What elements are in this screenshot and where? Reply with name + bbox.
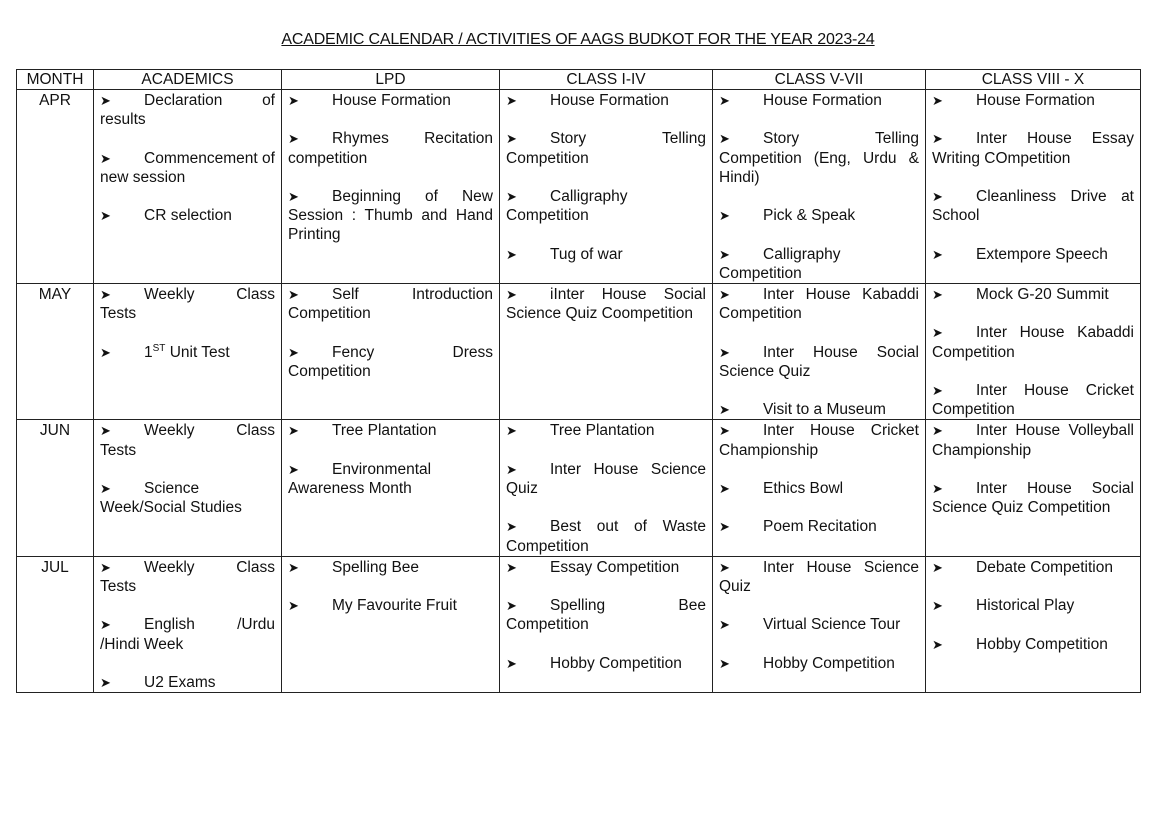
arrowhead-bullet-icon: ➤ [932, 131, 943, 147]
month-cell [17, 283, 94, 419]
activity-text: Science Week/Social Studies [100, 479, 242, 517]
activity-item [506, 285, 706, 323]
activity-text: Weekly Class Tests [100, 285, 275, 323]
activity-item [288, 460, 493, 498]
activity-item [506, 654, 706, 673]
arrowhead-bullet-icon: ➤ [100, 674, 111, 690]
arrowhead-bullet-icon: ➤ [506, 188, 517, 204]
arrowhead-bullet-icon: ➤ [100, 93, 111, 108]
arrowhead-bullet-icon: ➤ [288, 188, 299, 204]
activity-item [100, 285, 275, 323]
activity-text: Inter House Kabaddi Competition [932, 324, 1134, 361]
activity-text: 1ST Unit Test [144, 342, 230, 361]
lpd-cell [282, 420, 500, 556]
activity-text: Ethics Bowl [763, 479, 844, 497]
activity-item [719, 91, 919, 110]
arrowhead-bullet-icon: ➤ [932, 598, 943, 614]
activity-text: Virtual Science Tour [763, 616, 901, 634]
activity-item [932, 129, 1134, 167]
activity-text: Weekly Class Tests [100, 558, 275, 595]
month-label: MAY [38, 285, 72, 303]
activity-item [100, 673, 275, 692]
lpd-cell [282, 90, 500, 284]
activity-text: Inter House Kabaddi Competition [719, 285, 919, 323]
activity-text: Poem Recitation [763, 518, 877, 536]
arrowhead-bullet-icon: ➤ [100, 423, 111, 439]
class-5-7-cell [713, 283, 926, 419]
activity-item [100, 421, 275, 459]
activity-item [719, 615, 919, 634]
activity-text: Self Introduction Competition [288, 285, 493, 323]
activity-item [932, 91, 1134, 110]
header-month: MONTH [17, 70, 94, 90]
activity-text: Inter House Social Science Quiz Competition [932, 479, 1134, 517]
arrowhead-bullet-icon: ➤ [288, 93, 299, 108]
arrowhead-bullet-icon: ➤ [288, 131, 299, 147]
arrowhead-bullet-icon: ➤ [506, 598, 517, 614]
activity-item [506, 596, 706, 634]
month-row-jul [17, 556, 1141, 692]
activity-text: Cleanliness Drive at School [932, 187, 1134, 225]
activity-item [719, 558, 919, 596]
activity-item [719, 343, 919, 381]
activity-text: Rhymes Recitation competition [288, 130, 493, 167]
activity-item [288, 596, 493, 615]
arrowhead-bullet-icon: ➤ [932, 93, 943, 108]
arrowhead-bullet-icon: ➤ [932, 559, 943, 575]
activity-text: Tree Plantation [332, 422, 437, 440]
activity-text: Commencement of new session [100, 149, 275, 186]
arrowhead-bullet-icon: ➤ [719, 131, 730, 147]
activity-text: Declaration of results [100, 92, 275, 129]
activity-item [100, 91, 275, 129]
activity-item [506, 187, 706, 225]
activity-item [506, 91, 706, 110]
activity-text: Inter House Social Science Quiz [719, 343, 919, 380]
arrowhead-bullet-icon: ➤ [932, 636, 943, 652]
activity-text: Tug of war [550, 245, 623, 263]
arrowhead-bullet-icon: ➤ [932, 423, 943, 439]
activity-item [719, 400, 919, 419]
activity-text: Mock G-20 Summit [976, 285, 1109, 303]
month-cell [17, 556, 94, 692]
arrowhead-bullet-icon: ➤ [506, 559, 517, 575]
header-class-1-4: CLASS I-IV [500, 70, 713, 90]
arrowhead-bullet-icon: ➤ [100, 559, 111, 575]
activity-text: Inter House Volleyball Championship [932, 422, 1134, 459]
lpd-cell [282, 283, 500, 419]
activity-text: Best out of Waste Competition [506, 518, 706, 555]
activity-text: CR selection [144, 207, 232, 225]
activity-item [100, 558, 275, 596]
activity-text: Calligraphy Competition [506, 187, 628, 225]
activity-item [932, 421, 1134, 459]
activity-text: Historical Play [976, 597, 1075, 615]
activity-text: Hobby Competition [976, 635, 1108, 653]
lpd-cell [282, 556, 500, 692]
arrowhead-bullet-icon: ➤ [932, 480, 943, 496]
arrowhead-bullet-icon: ➤ [719, 519, 730, 535]
activity-text: Pick & Speak [763, 207, 856, 225]
month-row-apr [17, 90, 1141, 284]
activity-item [932, 558, 1134, 577]
activity-item [100, 479, 275, 517]
activity-text: Story Telling Competition (Eng, Urdu & Hindi) [719, 130, 919, 186]
arrowhead-bullet-icon: ➤ [100, 344, 111, 360]
arrowhead-bullet-icon: ➤ [100, 150, 111, 166]
activity-item [288, 91, 493, 110]
activity-text: Inter House Cricket Competition [932, 381, 1134, 419]
activity-item [288, 558, 493, 577]
academics-cell [94, 283, 282, 419]
activity-item [932, 381, 1134, 419]
arrowhead-bullet-icon: ➤ [288, 559, 299, 575]
arrowhead-bullet-icon: ➤ [506, 131, 517, 147]
arrowhead-bullet-icon: ➤ [506, 461, 517, 477]
arrowhead-bullet-icon: ➤ [506, 655, 517, 671]
arrowhead-bullet-icon: ➤ [288, 461, 299, 477]
activity-text: Inter House Essay Writing COmpetition [932, 130, 1134, 167]
activity-text: Inter House Cricket Championship [719, 422, 919, 459]
activity-item [506, 421, 706, 440]
activity-text: Weekly Class Tests [100, 422, 275, 459]
activity-item [719, 245, 919, 283]
activity-item [506, 517, 706, 555]
class-8-10-cell [926, 420, 1141, 556]
activity-text: House Formation [332, 92, 451, 109]
activity-item [288, 343, 493, 381]
class-5-7-cell [713, 90, 926, 284]
activity-text: Calligraphy Competition [719, 245, 841, 282]
arrowhead-bullet-icon: ➤ [719, 423, 730, 439]
activity-text: Visit to a Museum [763, 401, 886, 419]
calendar-body [17, 90, 1141, 693]
activity-text: Environmental Awareness Month [288, 460, 432, 497]
class-8-10-cell [926, 90, 1141, 284]
activity-text: iInter House Social Science Quiz Coompetition [506, 285, 706, 323]
activity-text: Inter House Science Quiz [506, 460, 706, 497]
activity-text: Debate Competition [976, 558, 1113, 576]
activity-text: Spelling Bee [332, 558, 420, 576]
academics-cell [94, 556, 282, 692]
activity-item [932, 479, 1134, 517]
activity-text: House Formation [763, 92, 882, 109]
arrowhead-bullet-icon: ➤ [288, 423, 299, 439]
activity-item [506, 129, 706, 167]
activity-text: Hobby Competition [763, 654, 895, 672]
activity-item [719, 285, 919, 323]
month-row-jun [17, 420, 1141, 556]
arrowhead-bullet-icon: ➤ [719, 208, 730, 224]
class-1-4-cell [500, 283, 713, 419]
arrowhead-bullet-icon: ➤ [719, 402, 730, 418]
header-class-5-7: CLASS V-VII [713, 70, 926, 90]
activity-item [288, 285, 493, 323]
month-cell [17, 90, 94, 284]
activity-item [719, 479, 919, 498]
class-5-7-cell [713, 556, 926, 692]
activity-item [932, 245, 1134, 264]
activity-text: English /Urdu /Hindi Week [100, 616, 275, 653]
activity-item [506, 460, 706, 498]
arrowhead-bullet-icon: ➤ [719, 655, 730, 671]
academics-cell [94, 90, 282, 284]
arrowhead-bullet-icon: ➤ [932, 188, 943, 204]
arrowhead-bullet-icon: ➤ [719, 559, 730, 575]
activity-text: Spelling Bee Competition [506, 597, 706, 634]
arrowhead-bullet-icon: ➤ [100, 208, 111, 224]
activity-item [288, 421, 493, 440]
class-1-4-cell [500, 556, 713, 692]
activity-text: Fency Dress Competition [288, 343, 493, 380]
arrowhead-bullet-icon: ➤ [932, 382, 943, 398]
month-label: JUN [39, 422, 71, 440]
activity-item [100, 206, 275, 225]
activity-text: Hobby Competition [550, 654, 682, 672]
arrowhead-bullet-icon: ➤ [719, 93, 730, 108]
activity-text: My Favourite Fruit [332, 597, 457, 615]
arrowhead-bullet-icon: ➤ [719, 480, 730, 496]
document-title: ACADEMIC CALENDAR / ACTIVITIES OF AAGS BUDKOT FOR THE YEAR 2023-24 [281, 31, 875, 48]
arrowhead-bullet-icon: ➤ [506, 286, 517, 302]
activity-item [100, 149, 275, 187]
activity-text: Essay Competition [550, 558, 680, 576]
month-cell [17, 420, 94, 556]
arrowhead-bullet-icon: ➤ [506, 519, 517, 535]
activity-item [719, 654, 919, 673]
header-class-8-10: CLASS VIII - X [926, 70, 1141, 90]
activity-item [100, 343, 275, 362]
class-8-10-cell [926, 283, 1141, 419]
arrowhead-bullet-icon: ➤ [932, 246, 943, 262]
activity-item [506, 245, 706, 264]
activity-item [288, 129, 493, 167]
activity-text: Inter House Science Quiz [719, 558, 919, 595]
activity-item [100, 615, 275, 653]
arrowhead-bullet-icon: ➤ [288, 286, 299, 302]
arrowhead-bullet-icon: ➤ [932, 325, 943, 341]
arrowhead-bullet-icon: ➤ [506, 246, 517, 262]
arrowhead-bullet-icon: ➤ [100, 617, 111, 633]
header-lpd: LPD [282, 70, 500, 90]
activity-item [288, 187, 493, 245]
activity-item [719, 206, 919, 225]
activity-text: House Formation [976, 92, 1095, 109]
month-label: JUL [41, 558, 69, 576]
academic-calendar-table [16, 69, 1141, 693]
activity-item [719, 129, 919, 187]
arrowhead-bullet-icon: ➤ [288, 344, 299, 360]
activity-item [932, 285, 1134, 304]
activity-text: Tree Plantation [550, 422, 655, 440]
class-1-4-cell [500, 420, 713, 556]
activity-text: Story Telling Competition [506, 130, 706, 167]
class-8-10-cell [926, 556, 1141, 692]
activity-item [932, 323, 1134, 361]
activity-text: U2 Exams [144, 673, 216, 691]
class-5-7-cell [713, 420, 926, 556]
activity-text: Extempore Speech [976, 245, 1108, 263]
arrowhead-bullet-icon: ➤ [719, 286, 730, 302]
arrowhead-bullet-icon: ➤ [719, 344, 730, 360]
class-1-4-cell [500, 90, 713, 284]
arrowhead-bullet-icon: ➤ [100, 480, 111, 496]
activity-text: Beginning of New Session : Thumb and Hand Printing [288, 187, 493, 244]
arrowhead-bullet-icon: ➤ [100, 286, 111, 302]
activity-item [932, 635, 1134, 654]
arrowhead-bullet-icon: ➤ [719, 246, 730, 262]
header-academics: ACADEMICS [94, 70, 282, 90]
activity-item [719, 421, 919, 459]
activity-item [932, 596, 1134, 615]
activity-item [719, 517, 919, 536]
arrowhead-bullet-icon: ➤ [932, 286, 943, 302]
academics-cell [94, 420, 282, 556]
arrowhead-bullet-icon: ➤ [288, 598, 299, 614]
arrowhead-bullet-icon: ➤ [719, 617, 730, 633]
activity-text: House Formation [550, 92, 669, 109]
activity-item [932, 187, 1134, 225]
month-row-may [17, 283, 1141, 419]
arrowhead-bullet-icon: ➤ [506, 93, 517, 108]
arrowhead-bullet-icon: ➤ [506, 423, 517, 439]
activity-item [506, 558, 706, 577]
header-row [17, 70, 1141, 90]
month-label: APR [39, 92, 71, 109]
